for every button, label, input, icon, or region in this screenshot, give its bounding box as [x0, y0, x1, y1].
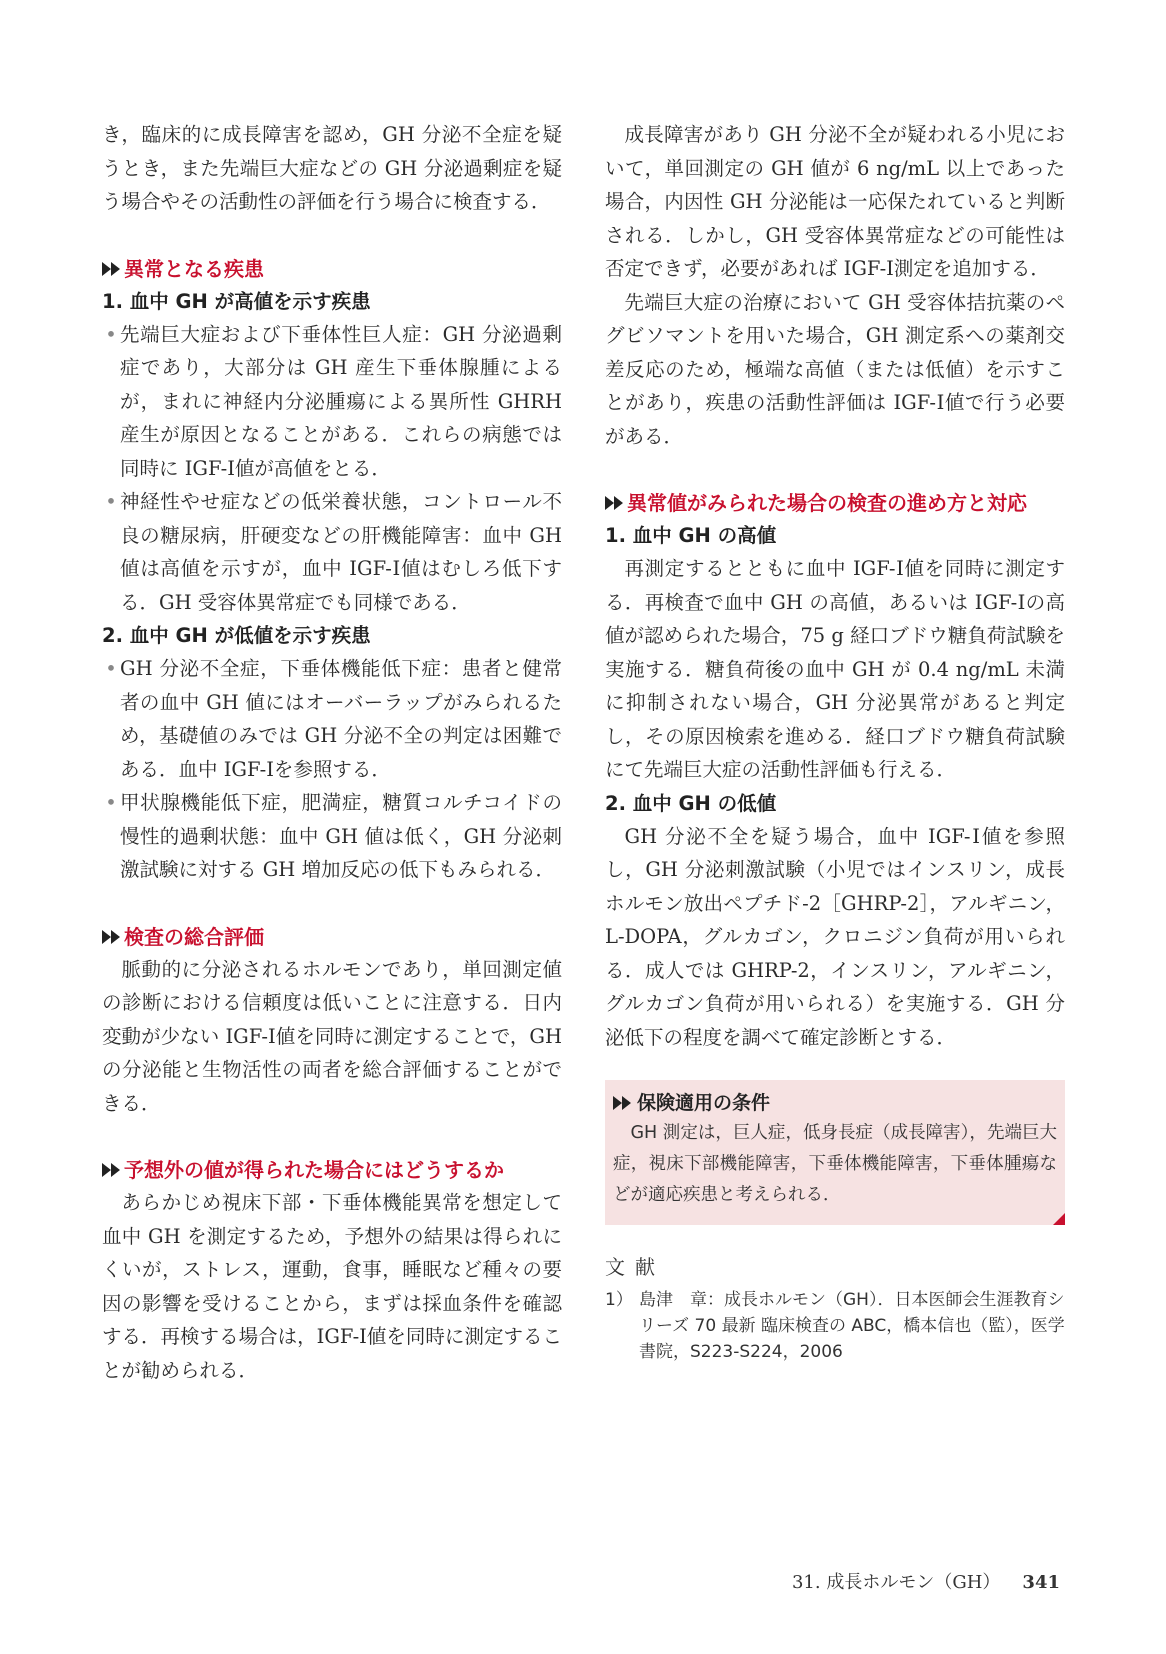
- paragraph: 成長障害があり GH 分泌不全が疑われる小児において，単回測定の GH 値が 6 ng/mL 以上であった場合，内因性 GH 分泌能は一応保たれていると判断される．しかし，GH 受容体異常症などの可能性は否定できず，必要があれば IGF-Ⅰ測定を追加する．: [605, 123, 1065, 280]
- section-heading-evaluation: [102, 921, 562, 953]
- section-heading-text: 検査の総合評価: [124, 924, 264, 949]
- section-heading-diseases: [102, 253, 562, 285]
- double-arrow-icon: [102, 921, 124, 953]
- evaluation-paragraph: 脈動的に分泌されるホルモンであり，単回測定値の診断における信頼度は低いことに注意する．日内変動が少ない IGF-Ⅰ値を同時に測定することで，GH の分泌能と生物活性の両者を総合評価することができる．: [102, 957, 562, 1115]
- list-item-text: GH 分泌不全症，下垂体機能低下症：患者と健常者の血中 GH 値にはオーバーラップがみられるため，基礎値のみでは GH 分泌不全の判定は困難である．血中 IGF-Ⅰを参照する．: [120, 657, 562, 781]
- reference-item: [605, 1287, 1065, 1365]
- unexpected-paragraph: あらかじめ視床下部・下垂体機能異常を想定して血中 GH を測定するため，予想外の結果は得られにくいが，ストレス，運動，食事，睡眠など種々の要因の影響を受けることから，まずは採血条件を確認する．再検する場合は，IGF-Ⅰ値を同時に測定することが勧められる．: [102, 1191, 562, 1382]
- chapter-label: 31. 成長ホルモン（GH）: [791, 1572, 1001, 1593]
- list-item-text: 甲状腺機能低下症，肥満症，糖質コルチコイドの慢性的過剰状態：血中 GH 値は低く，GH 分泌刺激試験に対する GH 増加反応の低下もみられる．: [120, 791, 562, 881]
- list-item-text: 先端巨大症および下垂体性巨人症：GH 分泌過剰症であり，大部分は GH 産生下垂体腺腫によるが，まれに神経内分泌腫瘍による異所性 GHRH 産生が原因となることがある．これらの病態では同時に IGF-Ⅰ値が高値をとる．: [120, 322, 562, 480]
- section-heading-approach: [605, 487, 1065, 519]
- bullet-icon: •: [105, 657, 117, 680]
- list-item: [102, 485, 562, 619]
- bullet-icon: •: [105, 490, 117, 513]
- intro-paragraph: き，臨床的に成長障害を認め，GH 分泌不全症を疑うとき，また先端巨大症などの GH 分泌過剰症を疑う場合やその活動性の評価を行う場合に検査する．: [102, 123, 562, 213]
- list-item: [102, 652, 562, 786]
- list-item: [102, 786, 562, 887]
- insurance-text: GH 測定は，巨人症，低身長症（成長障害），先端巨大症，視床下部機能障害，下垂体機能障害，下垂体腫瘍などが適応疾患と考えられる．: [613, 1123, 1057, 1205]
- section-heading-text: 異常値がみられた場合の検査の進め方と対応: [627, 491, 1027, 515]
- bullet-icon: •: [105, 791, 117, 814]
- right-column: [605, 118, 1065, 1365]
- section-heading-unexpected: [102, 1154, 562, 1186]
- double-arrow-icon: [605, 487, 627, 519]
- paragraph: 再測定するとともに血中 IGF-Ⅰ値を同時に測定する．再検査で血中 GH の高値，あるいは IGF-Ⅰの高値が認められた場合，75 g 経口ブドウ糖負荷試験を実施する．糖負荷後の血中 GH が 0.4 ng/mL 未満に抑制されない場合，GH 分泌異常があると判定し，その原因検索を進める．経口ブドウ糖負荷試験にて先端巨大症の活動性評価も行える．: [605, 557, 1065, 781]
- section-heading-text: 異常となる疾患: [124, 256, 264, 281]
- page-number: 341: [1022, 1572, 1060, 1593]
- subheading-low: 2. 血中 GH が低値を示す疾患: [102, 624, 371, 647]
- double-arrow-icon: [102, 253, 124, 285]
- paragraph: 先端巨大症の治療において GH 受容体拮抗薬のペグビソマントを用いた場合，GH 測定系への薬剤交差反応のため，極端な高値（または低値）を示すことがあり，疾患の活動性評価は IGF-Ⅰ値で行う必要がある．: [605, 290, 1065, 448]
- insurance-heading: [613, 1088, 1057, 1118]
- double-arrow-icon: [613, 1096, 637, 1110]
- list-item-text: 神経性やせ症などの低栄養状態，コントロール不良の糖尿病，肝硬変などの肝機能障害：血中 GH 値は高値を示すが，血中 IGF-Ⅰ値はむしろ低下する．GH 受容体異常症でも同様である．: [120, 490, 562, 614]
- insurance-box: [605, 1080, 1065, 1225]
- paragraph: GH 分泌不全を疑う場合，血中 IGF-Ⅰ値を参照し，GH 分泌刺激試験（小児ではインスリン，成長ホルモン放出ペプチド-2［GHRP-2］，アルギニン，L-DOPA，グルカゴン，クロニジン負荷が用いられる．成人では GHRP-2，インスリン，アルギニン，グルカゴン負荷が用いられる）を実施する．GH 分泌低下の程度を調べて確定診断とする．: [605, 824, 1065, 1049]
- corner-triangle-icon: [1053, 1213, 1065, 1225]
- reference-text: 島津 章：成長ホルモン（GH）．日本医師会生涯教育シリーズ 70 最新 臨床検査の ABC，橋本信也（監），医学書院，S223-S224，2006: [639, 1290, 1065, 1362]
- subheading-high: 1. 血中 GH の高値: [605, 524, 777, 547]
- bullet-icon: •: [105, 322, 117, 346]
- double-arrow-icon: [102, 1154, 124, 1186]
- page-footer: [740, 1568, 1060, 1594]
- subheading-high: 1. 血中 GH が高値を示す疾患: [102, 289, 371, 313]
- list-item: [102, 318, 562, 486]
- reference-number: 1）: [605, 1290, 633, 1310]
- references-title: 文献: [605, 1255, 665, 1279]
- insurance-heading-text: 保険適用の条件: [637, 1092, 771, 1114]
- left-column: [102, 118, 562, 1387]
- section-heading-text: 予想外の値が得られた場合にはどうするか: [124, 1158, 504, 1182]
- subheading-low: 2. 血中 GH の低値: [605, 791, 777, 815]
